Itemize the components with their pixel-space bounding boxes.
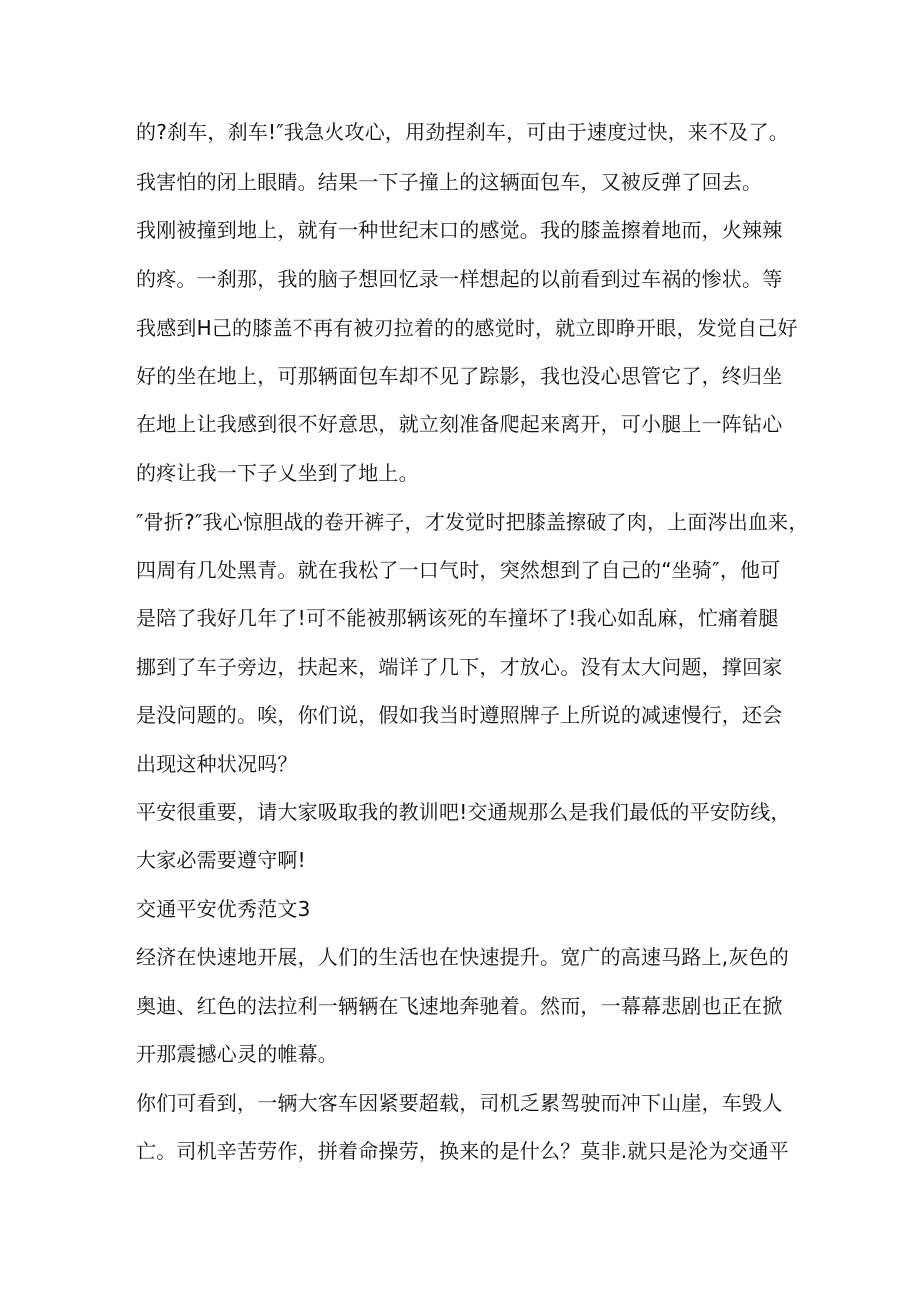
text-line: 的疼。一刹那，我的脑子想回忆录一样想起的以前看到过车祸的惨状。等: [136, 267, 783, 291]
text-line: 我刚被撞到地上，就有一种世纪末口的感觉。我的膝盖擦着地而，火辣辣: [136, 218, 783, 242]
text-line: 是没问题的。唉，你们说，假如我当时遵照牌子上所说的减速慢行，还会: [136, 703, 783, 727]
section-heading: 交通平安优秀范文3: [136, 897, 311, 921]
text-line: ″骨折?″我心惊胆战的卷开裤子，才发觉时把膝盖擦破了肉，上面涔出血来，: [136, 510, 809, 534]
text-line: 你们可看到，一辆大客车因紧要超载，司机乏累驾驶而冲下山崖，车毁人: [136, 1091, 783, 1115]
text-line: 经济在快速地开展，人们的生活也在快速提升。宽广的高速马路上,灰色的: [136, 945, 789, 969]
text-line: 我感到H己的膝盖不再有被刃拉着的的感觉时，就立即睁开眼，发觉自己好: [136, 316, 798, 340]
text-line: 好的坐在地上，可那辆面包车却不见了踪影，我也没心思管它了，终归坐: [136, 364, 783, 388]
text-line: 开那震撼心灵的帷幕。: [136, 1042, 338, 1066]
text-line: 的?刹车，刹车!″我急火攻心，用劲捏刹车，可由于速度过快，来不及了。: [136, 120, 789, 144]
text-line: 挪到了车子旁边，扶起来，端详了几下，才放心。没有太大问题，撑回家: [136, 655, 783, 679]
text-line: 在地上让我感到很不好意思，就立刻准备爬起来离开，可小腿上一阵钻心: [136, 412, 783, 436]
text-line: 四周有几处黑青。就在我松了一口气时，突然想到了自己的“坐骑″，他可: [136, 558, 781, 582]
text-line: 是陪了我好几年了!可不能被那辆该死的车撞坏了!我心如乱麻，忙痛着腿: [136, 606, 779, 630]
text-line: 大家必需要遵守啊!: [136, 848, 306, 872]
text-line: 的疼让我一下子乂坐到了地上。: [136, 461, 419, 485]
text-line: 出现这种状况吗？: [136, 752, 298, 776]
text-line: 奥迪、红色的法拉利一辆辆在飞速地奔驰着。然而，一幕幕悲剧也正在掀: [136, 994, 783, 1018]
text-line: 我害怕的闭上眼睛。结果一下子撞上的这辆面包车，又被反弹了回去。: [136, 170, 763, 194]
text-line: 平安很重要，请大家吸取我的教训吧!交通规那么是我们最低的平安防线，: [136, 800, 791, 824]
text-line: 亡。司机辛苦劳作，拼着命操劳，换来的是什么？莫非.就只是沦为交通平: [136, 1139, 789, 1163]
